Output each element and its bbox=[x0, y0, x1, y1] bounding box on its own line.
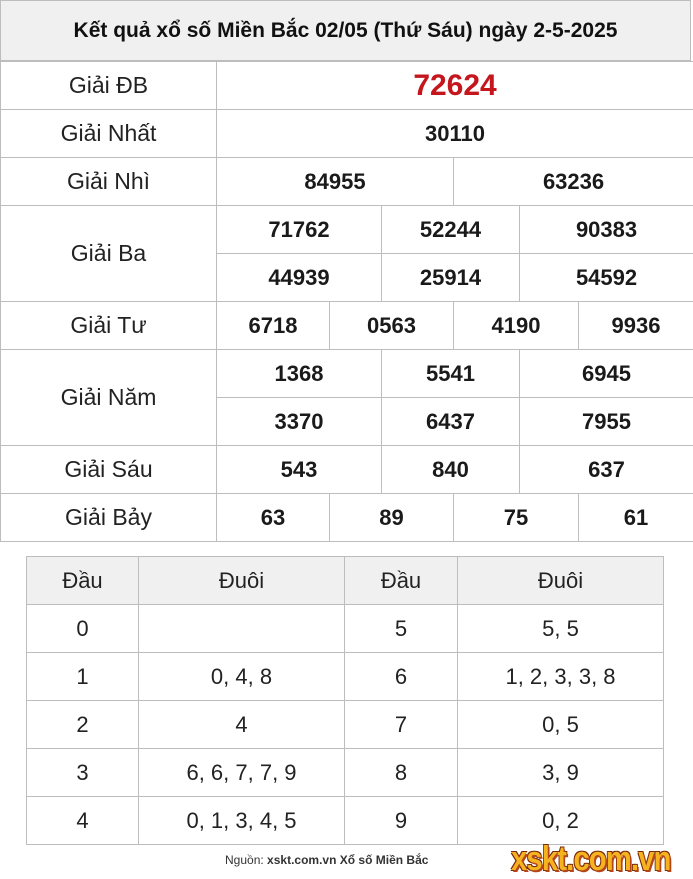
prize-number: 52244 bbox=[382, 206, 520, 254]
prize-number: 5541 bbox=[382, 350, 520, 398]
prize-label-ba: Giải Ba bbox=[1, 206, 217, 302]
prize-number: 30110 bbox=[217, 110, 693, 158]
loto-row bbox=[27, 749, 664, 797]
loto-table bbox=[26, 556, 664, 845]
source-site: xskt.com.vn Xổ số Miền Bắc bbox=[267, 853, 428, 867]
prize-row-tu bbox=[1, 302, 693, 350]
prize-number: 44939 bbox=[217, 254, 382, 302]
loto-header-dau: Đầu bbox=[345, 557, 458, 605]
footer bbox=[0, 836, 693, 878]
prize-number: 840 bbox=[382, 446, 520, 494]
prize-number: 637 bbox=[520, 446, 693, 494]
prize-number: 90383 bbox=[520, 206, 693, 254]
loto-duoi: 0, 2 bbox=[458, 797, 664, 845]
prize-number: 4190 bbox=[454, 302, 579, 350]
loto-dau: 9 bbox=[345, 797, 458, 845]
loto-header-dau: Đầu bbox=[27, 557, 139, 605]
loto-duoi: 5, 5 bbox=[458, 605, 664, 653]
prize-label-nhi: Giải Nhì bbox=[1, 158, 217, 206]
loto-duoi: 0, 1, 3, 4, 5 bbox=[139, 797, 345, 845]
loto-duoi bbox=[139, 605, 345, 653]
loto-dau: 6 bbox=[345, 653, 458, 701]
prize-label-db: Giải ĐB bbox=[1, 62, 217, 110]
prize-number: 1368 bbox=[217, 350, 382, 398]
prize-row-nam bbox=[1, 350, 693, 398]
prize-number: 61 bbox=[579, 494, 693, 542]
prize-number-db: 72624 bbox=[217, 62, 693, 110]
prize-number: 75 bbox=[454, 494, 579, 542]
loto-duoi: 3, 9 bbox=[458, 749, 664, 797]
loto-duoi: 0, 4, 8 bbox=[139, 653, 345, 701]
prize-label-tu: Giải Tư bbox=[1, 302, 217, 350]
prize-number: 25914 bbox=[382, 254, 520, 302]
prize-number: 89 bbox=[330, 494, 454, 542]
prize-label-sau: Giải Sáu bbox=[1, 446, 217, 494]
prize-number: 543 bbox=[217, 446, 382, 494]
site-logo: xskt.com.vn bbox=[511, 840, 671, 879]
loto-row bbox=[27, 701, 664, 749]
prize-label-nhat: Giải Nhất bbox=[1, 110, 217, 158]
loto-header-duoi: Đuôi bbox=[458, 557, 664, 605]
loto-row bbox=[27, 605, 664, 653]
prize-label-nam: Giải Năm bbox=[1, 350, 217, 446]
loto-duoi: 6, 6, 7, 7, 9 bbox=[139, 749, 345, 797]
prize-number: 6437 bbox=[382, 398, 520, 446]
prize-number: 9936 bbox=[579, 302, 693, 350]
page-title: Kết quả xổ số Miền Bắc 02/05 (Thứ Sáu) ngày 2-5-2025 bbox=[0, 0, 691, 61]
loto-duoi: 0, 5 bbox=[458, 701, 664, 749]
prize-number: 7955 bbox=[520, 398, 693, 446]
prize-row-sau bbox=[1, 446, 693, 494]
loto-dau: 0 bbox=[27, 605, 139, 653]
loto-duoi: 1, 2, 3, 3, 8 bbox=[458, 653, 664, 701]
loto-dau: 5 bbox=[345, 605, 458, 653]
prize-number: 84955 bbox=[217, 158, 454, 206]
loto-row bbox=[27, 653, 664, 701]
prize-row-db bbox=[1, 62, 693, 110]
prize-number: 3370 bbox=[217, 398, 382, 446]
prize-row-bay bbox=[1, 494, 693, 542]
prize-row-nhat bbox=[1, 110, 693, 158]
prize-number: 63236 bbox=[454, 158, 693, 206]
loto-header-row bbox=[27, 557, 664, 605]
loto-dau: 8 bbox=[345, 749, 458, 797]
prize-number: 63 bbox=[217, 494, 330, 542]
loto-dau: 1 bbox=[27, 653, 139, 701]
loto-dau: 2 bbox=[27, 701, 139, 749]
prize-number: 6945 bbox=[520, 350, 693, 398]
source-prefix: Nguồn: bbox=[225, 853, 264, 867]
loto-dau: 3 bbox=[27, 749, 139, 797]
loto-duoi: 4 bbox=[139, 701, 345, 749]
loto-header-duoi: Đuôi bbox=[139, 557, 345, 605]
results-table bbox=[0, 61, 693, 542]
prize-number: 6718 bbox=[217, 302, 330, 350]
prize-row-nhi bbox=[1, 158, 693, 206]
prize-row-ba bbox=[1, 206, 693, 254]
loto-dau: 4 bbox=[27, 797, 139, 845]
prize-label-bay: Giải Bảy bbox=[1, 494, 217, 542]
loto-dau: 7 bbox=[345, 701, 458, 749]
prize-number: 54592 bbox=[520, 254, 693, 302]
prize-number: 71762 bbox=[217, 206, 382, 254]
source-credit bbox=[225, 853, 428, 867]
prize-number: 0563 bbox=[330, 302, 454, 350]
